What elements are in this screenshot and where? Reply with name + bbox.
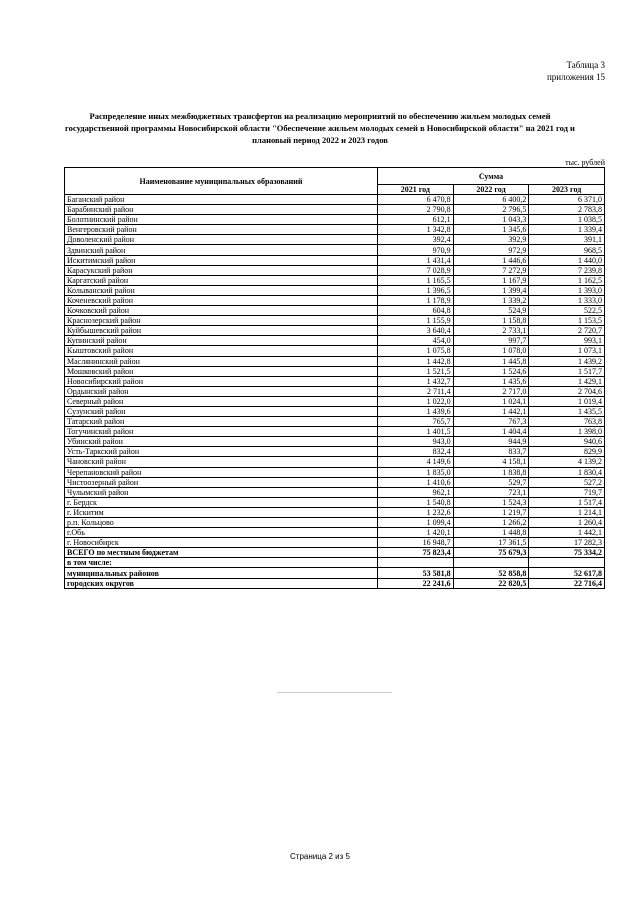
table-row: [65, 255, 605, 265]
cell-2023: 1 019,4: [529, 396, 605, 406]
cell-2023: 1 153,5: [529, 316, 605, 326]
cell-name: Новосибирский район: [65, 376, 378, 386]
cell-2022: 723,1: [453, 487, 529, 497]
cell-2022: 2 717,0: [453, 386, 529, 396]
cell-2021: 454,0: [378, 336, 454, 346]
cell-2021: 4 149,6: [378, 457, 454, 467]
cell-2023: 6 371,0: [529, 195, 605, 205]
cell-2022: 52 858,8: [453, 568, 529, 578]
table-row: [65, 356, 605, 366]
cell-2021: 392,4: [378, 235, 454, 245]
cell-2022: 997,7: [453, 336, 529, 346]
cell-name: Болотнинский район: [65, 215, 378, 225]
cell-name: Доволенский район: [65, 235, 378, 245]
table-row: [65, 265, 605, 275]
cell-2022: 1 399,4: [453, 285, 529, 295]
table-row: [65, 245, 605, 255]
cell-2021: 2 790,8: [378, 205, 454, 215]
cell-name: Карасукский район: [65, 265, 378, 275]
table-row: [65, 306, 605, 316]
cell-2022: 944,9: [453, 437, 529, 447]
cell-2023: 391,1: [529, 235, 605, 245]
table-row: [65, 386, 605, 396]
cell-2022: 75 679,3: [453, 548, 529, 558]
cell-name: Чановский район: [65, 457, 378, 467]
cell-2023: 7 239,8: [529, 265, 605, 275]
cell-2021: 1 401,5: [378, 427, 454, 437]
cell-2021: 970,9: [378, 245, 454, 255]
cell-name: Колыванский район: [65, 285, 378, 295]
cell-2022: 392,9: [453, 235, 529, 245]
cell-2022: 1 024,1: [453, 396, 529, 406]
cell-2023: 17 282,3: [529, 538, 605, 548]
cell-name: Баганский район: [65, 195, 378, 205]
document-title: Распределение иных межбюджетных трансфертов на реализацию мероприятий по обеспечению жильем молодых семей государственной программы Новосибирской области "Обеспечение жильем молодых семей в Новосибирской области" на 2021 год и плановый период 2022 и 2023 годов: [65, 111, 575, 145]
subtotal-row: [65, 578, 605, 588]
table-row: [65, 235, 605, 245]
cell-2022: 529,7: [453, 477, 529, 487]
cell-2023: 1 435,5: [529, 406, 605, 416]
column-header-2023: 2023 год: [529, 185, 605, 195]
table-row: [65, 538, 605, 548]
caption-appendix: приложения 15: [546, 72, 605, 82]
cell-2022: 1 158,8: [453, 316, 529, 326]
table-row: [65, 316, 605, 326]
cell-name: г.Обь: [65, 528, 378, 538]
table-row: [65, 427, 605, 437]
table-row: [65, 295, 605, 305]
table-row: [65, 528, 605, 538]
cell-name: Коченевский район: [65, 295, 378, 305]
cell-2023: 527,2: [529, 477, 605, 487]
cell-name: Барабинский район: [65, 205, 378, 215]
cell-2022: 7 272,9: [453, 265, 529, 275]
cell-2021: 1 442,8: [378, 356, 454, 366]
table-row: [65, 497, 605, 507]
cell-2021: 53 581,8: [378, 568, 454, 578]
table-row: [65, 396, 605, 406]
column-header-sum: Сумма: [378, 168, 605, 185]
table-row: [65, 447, 605, 457]
cell-2023: 52 617,8: [529, 568, 605, 578]
cell-2021: 1 410,6: [378, 477, 454, 487]
cell-name: Кочковский район: [65, 306, 378, 316]
cell-name: в том числе:: [65, 558, 378, 568]
cell-2022: 6 400,2: [453, 195, 529, 205]
column-header-2022: 2022 год: [453, 185, 529, 195]
column-header-2021: 2021 год: [378, 185, 454, 195]
cell-2021: 1 099,4: [378, 518, 454, 528]
cell-2022: 1 043,3: [453, 215, 529, 225]
total-row: [65, 548, 605, 558]
caption-table-number: Таблица 3: [566, 60, 605, 70]
cell-2022: 1 524,6: [453, 366, 529, 376]
cell-2022: 1 435,6: [453, 376, 529, 386]
cell-name: городских округов: [65, 578, 378, 588]
table-row: [65, 346, 605, 356]
cell-2023: 1 429,1: [529, 376, 605, 386]
table-row: [65, 376, 605, 386]
cell-2021: 3 640,4: [378, 326, 454, 336]
including-row: [65, 558, 605, 568]
cell-2021: 1 396,5: [378, 285, 454, 295]
cell-name: Северный район: [65, 396, 378, 406]
cell-2023: 1 214,1: [529, 507, 605, 517]
cell-name: г. Новосибирск: [65, 538, 378, 548]
cell-name: Ордынский район: [65, 386, 378, 396]
cell-2022: 4 158,1: [453, 457, 529, 467]
cell-2023: 1 440,0: [529, 255, 605, 265]
table-caption: [547, 59, 605, 83]
cell-2023: 1 260,4: [529, 518, 605, 528]
cell-empty: [453, 558, 529, 568]
cell-2022: 1 838,8: [453, 467, 529, 477]
cell-name: Кыштовский район: [65, 346, 378, 356]
cell-name: Купинский район: [65, 336, 378, 346]
table-row: [65, 225, 605, 235]
cell-2022: 1 339,2: [453, 295, 529, 305]
cell-2023: 4 139,2: [529, 457, 605, 467]
cell-2022: 1 404,4: [453, 427, 529, 437]
cell-2021: 832,4: [378, 447, 454, 457]
table-row: [65, 275, 605, 285]
cell-2022: 1 219,7: [453, 507, 529, 517]
cell-name: Усть-Таркский район: [65, 447, 378, 457]
cell-2022: 22 820,5: [453, 578, 529, 588]
table-row: [65, 518, 605, 528]
cell-name: Краснозерский район: [65, 316, 378, 326]
cell-2023: 1 073,1: [529, 346, 605, 356]
cell-2021: 1 439,6: [378, 406, 454, 416]
table-row: [65, 477, 605, 487]
cell-name: муниципальных районов: [65, 568, 378, 578]
cell-2021: 2 711,4: [378, 386, 454, 396]
table-row: [65, 437, 605, 447]
cell-2023: 1 830,4: [529, 467, 605, 477]
table-row: [65, 487, 605, 497]
cell-2022: 1 446,6: [453, 255, 529, 265]
cell-2021: 1 178,9: [378, 295, 454, 305]
cell-empty: [529, 558, 605, 568]
cell-2021: 1 521,5: [378, 366, 454, 376]
table-row: [65, 417, 605, 427]
table-row: [65, 195, 605, 205]
cell-2023: 763,8: [529, 417, 605, 427]
cell-2023: 22 716,4: [529, 578, 605, 588]
cell-2022: 1 167,9: [453, 275, 529, 285]
cell-2022: 1 266,2: [453, 518, 529, 528]
cell-name: р.п. Кольцово: [65, 518, 378, 528]
transfers-table: [64, 167, 605, 589]
cell-name: Каргатский район: [65, 275, 378, 285]
cell-2023: 75 334,2: [529, 548, 605, 558]
cell-2021: 1 420,1: [378, 528, 454, 538]
cell-name: Маслянинский район: [65, 356, 378, 366]
cell-2021: 1 431,4: [378, 255, 454, 265]
table-row: [65, 336, 605, 346]
page-footer: Страница 2 из 5: [290, 852, 350, 861]
table-row: [65, 507, 605, 517]
cell-2023: 1 038,5: [529, 215, 605, 225]
cell-name: Убинский район: [65, 437, 378, 447]
cell-2023: 2 704,6: [529, 386, 605, 396]
table-body: [65, 195, 605, 589]
cell-2023: 2 783,8: [529, 205, 605, 215]
table-row: [65, 406, 605, 416]
cell-name: Куйбышевский район: [65, 326, 378, 336]
cell-2022: 1 345,6: [453, 225, 529, 235]
cell-2021: 962,1: [378, 487, 454, 497]
cell-name: Тогучинский район: [65, 427, 378, 437]
table-row: [65, 457, 605, 467]
cell-2021: 1 075,8: [378, 346, 454, 356]
cell-2023: 1 517,4: [529, 497, 605, 507]
cell-name: г. Бердск: [65, 497, 378, 507]
cell-2023: 2 720,7: [529, 326, 605, 336]
cell-2023: 1 398,0: [529, 427, 605, 437]
subtotal-row: [65, 568, 605, 578]
cell-2021: 75 823,4: [378, 548, 454, 558]
cell-2022: 524,9: [453, 306, 529, 316]
cell-2021: 1 165,5: [378, 275, 454, 285]
cell-2022: 767,3: [453, 417, 529, 427]
cell-2021: 16 948,7: [378, 538, 454, 548]
cell-name: Татарский район: [65, 417, 378, 427]
cell-name: Искитимский район: [65, 255, 378, 265]
table-row: [65, 285, 605, 295]
cell-2023: 829,9: [529, 447, 605, 457]
column-header-name: Наименование муниципальных образований: [65, 168, 378, 195]
cell-2022: 1 442,1: [453, 406, 529, 416]
table-row: [65, 215, 605, 225]
cell-name: Чулымский район: [65, 487, 378, 497]
cell-2023: 993,1: [529, 336, 605, 346]
cell-2023: 719,7: [529, 487, 605, 497]
cell-name: г. Искитим: [65, 507, 378, 517]
cell-2023: 1 517,7: [529, 366, 605, 376]
cell-2021: 6 470,8: [378, 195, 454, 205]
cell-name: ВСЕГО по местным бюджетам: [65, 548, 378, 558]
cell-2023: 1 162,5: [529, 275, 605, 285]
table-row: [65, 326, 605, 336]
cell-2023: 968,5: [529, 245, 605, 255]
table-row: [65, 467, 605, 477]
cell-empty: [378, 558, 454, 568]
cell-2023: 522,5: [529, 306, 605, 316]
cell-2023: 1 339,4: [529, 225, 605, 235]
cell-2021: 22 241,6: [378, 578, 454, 588]
cell-2023: 1 442,1: [529, 528, 605, 538]
cell-2021: 1 232,6: [378, 507, 454, 517]
cell-2022: 2 796,5: [453, 205, 529, 215]
cell-name: Мошковский район: [65, 366, 378, 376]
cell-name: Чистоозерный район: [65, 477, 378, 487]
cell-2022: 1 445,8: [453, 356, 529, 366]
cell-2021: 1 022,0: [378, 396, 454, 406]
cell-2022: 833,7: [453, 447, 529, 457]
cell-2021: 1 432,7: [378, 376, 454, 386]
separator-line: [277, 692, 392, 693]
cell-2021: 7 028,9: [378, 265, 454, 275]
cell-2023: 1 333,0: [529, 295, 605, 305]
cell-2022: 1 078,0: [453, 346, 529, 356]
cell-name: Здвинский район: [65, 245, 378, 255]
cell-2022: 1 524,3: [453, 497, 529, 507]
cell-2021: 1 155,9: [378, 316, 454, 326]
cell-2023: 940,6: [529, 437, 605, 447]
cell-2021: 1 342,8: [378, 225, 454, 235]
cell-2021: 765,7: [378, 417, 454, 427]
cell-name: Черепановский район: [65, 467, 378, 477]
cell-2022: 1 448,8: [453, 528, 529, 538]
cell-2022: 17 361,5: [453, 538, 529, 548]
cell-2021: 604,8: [378, 306, 454, 316]
cell-2021: 612,1: [378, 215, 454, 225]
cell-2021: 943,0: [378, 437, 454, 447]
cell-2021: 1 540,8: [378, 497, 454, 507]
table-row: [65, 366, 605, 376]
cell-2022: 2 733,1: [453, 326, 529, 336]
cell-name: Венгеровский район: [65, 225, 378, 235]
cell-2022: 972,9: [453, 245, 529, 255]
cell-name: Сузунский район: [65, 406, 378, 416]
cell-2023: 1 439,2: [529, 356, 605, 366]
cell-2021: 1 835,0: [378, 467, 454, 477]
table-row: [65, 205, 605, 215]
units-label: тыс. рублей: [565, 158, 605, 167]
cell-2023: 1 393,0: [529, 285, 605, 295]
